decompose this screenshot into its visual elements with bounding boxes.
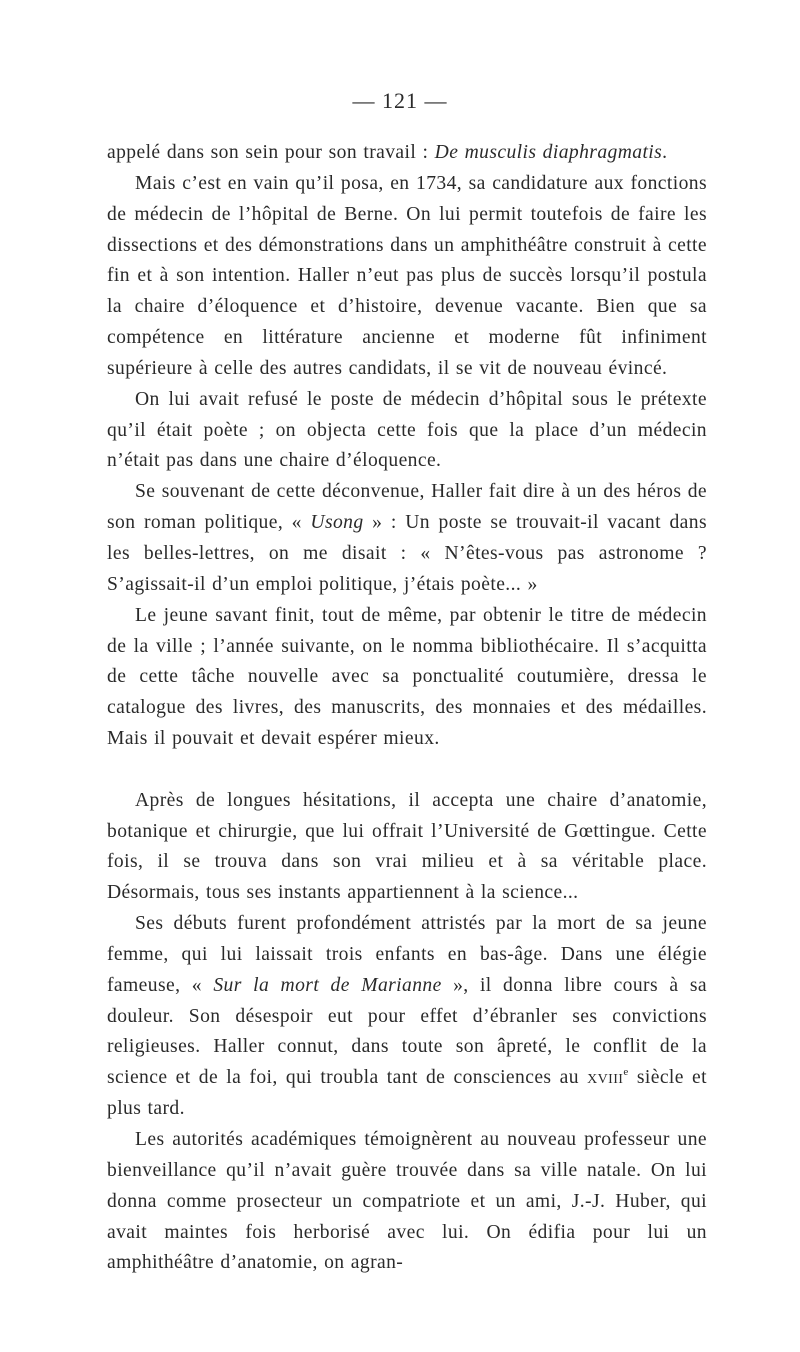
text-run: », il donna libre cours à sa douleur. Son désespoir eut pour effet d’ébranler ses convictions religieuses. Haller connut, dans toute son âpreté, le conflit de la science et de la foi, qui troubla tant de consciences au xyxy=(107,974,707,1089)
paragraph xyxy=(107,385,707,478)
text-run: Se souvenant de cette déconvenue, Haller fait dire à un des héros de son roman politique, « xyxy=(107,481,707,534)
paragraph xyxy=(107,786,707,909)
page-body-text xyxy=(107,138,707,1279)
page-number: — 121 — xyxy=(352,88,448,113)
text-run: » : Un poste se trouvait-il vacant dans les belles-lettres, on me disait : « N’êtes-vous pas astronome ? S’agissait-il d’un emploi politique, j’étais poète... » xyxy=(107,512,707,595)
text-run: siècle et plus tard. xyxy=(107,1067,707,1120)
paragraph xyxy=(107,909,707,1125)
text-run: Mais c’est en vain qu’il posa, en 1734, sa candidature aux fonctions de médecin de l’hôpital de Berne. On lui permit toutefois de faire les dissections et des démonstrations dans un amphithéâtre construit à cette fin et à son intention. Haller n’eut pas plus de succès lorsqu’il postula la chaire d’éloquence et d’histoire, devenue vacante. Bien que sa compétence en littérature ancienne et moderne fût infiniment supérieure à celle des autres candidats, il se vit de nouveau évincé. xyxy=(107,172,707,379)
small-caps-numeral: xviii xyxy=(587,1067,624,1089)
paragraph xyxy=(107,477,707,600)
paragraph xyxy=(107,138,707,169)
text-run: Les autorités académiques témoignèrent au nouveau professeur une bienveillance qu’il n’avait guère trouvée dans sa ville natale. On lui donna comme prosecteur un compatriote et un ami, J.-J. Huber, qui avait maintes fois herborisé avec lui. On édifia pour lui un amphithéâtre d’anatomie, on agran- xyxy=(107,1129,707,1274)
paragraph xyxy=(107,601,707,755)
text-run: On lui avait refusé le poste de médecin d’hôpital sous le prétexte qu’il était poète ; on objecta cette fois que la place d’un médecin n’était pas dans une chaire d’éloquence. xyxy=(107,388,707,472)
text-run: . xyxy=(662,142,668,163)
italic-title: Sur la mort de Marianne xyxy=(213,974,442,996)
text-run: Après de longues hésitations, il accepta une chaire d’anatomie, botanique et chirurgie, que lui offrait l’Université de Gœttingue. Cette fois, il se trouva dans son vrai milieu et à sa véritable place. Désormais, tous ses instants appartiennent à la science... xyxy=(107,789,707,904)
italic-title: Usong xyxy=(310,512,364,534)
text-run: Le jeune savant finit, tout de même, par obtenir le titre de médecin de la ville ; l’année suivante, on le nomma bibliothécaire. Il s’acquitta de cette tâche nouvelle avec sa ponctualité coutumière, dressa le catalogue des livres, des manuscrits, des monnaies et des médailles. Mais il pouvait et devait espérer mieux. xyxy=(107,604,707,750)
text-run: Ses débuts furent profondément attristés par la mort de sa jeune femme, qui lui laissait trois enfants en bas-âge. Dans une élégie fameuse, « xyxy=(107,913,707,996)
paragraph xyxy=(107,1125,707,1279)
italic-title: De musculis diaphragmatis xyxy=(434,142,663,163)
paragraph xyxy=(107,169,707,385)
superscript: e xyxy=(623,1066,629,1079)
text-run: appelé dans son sein pour son travail : xyxy=(107,142,435,163)
